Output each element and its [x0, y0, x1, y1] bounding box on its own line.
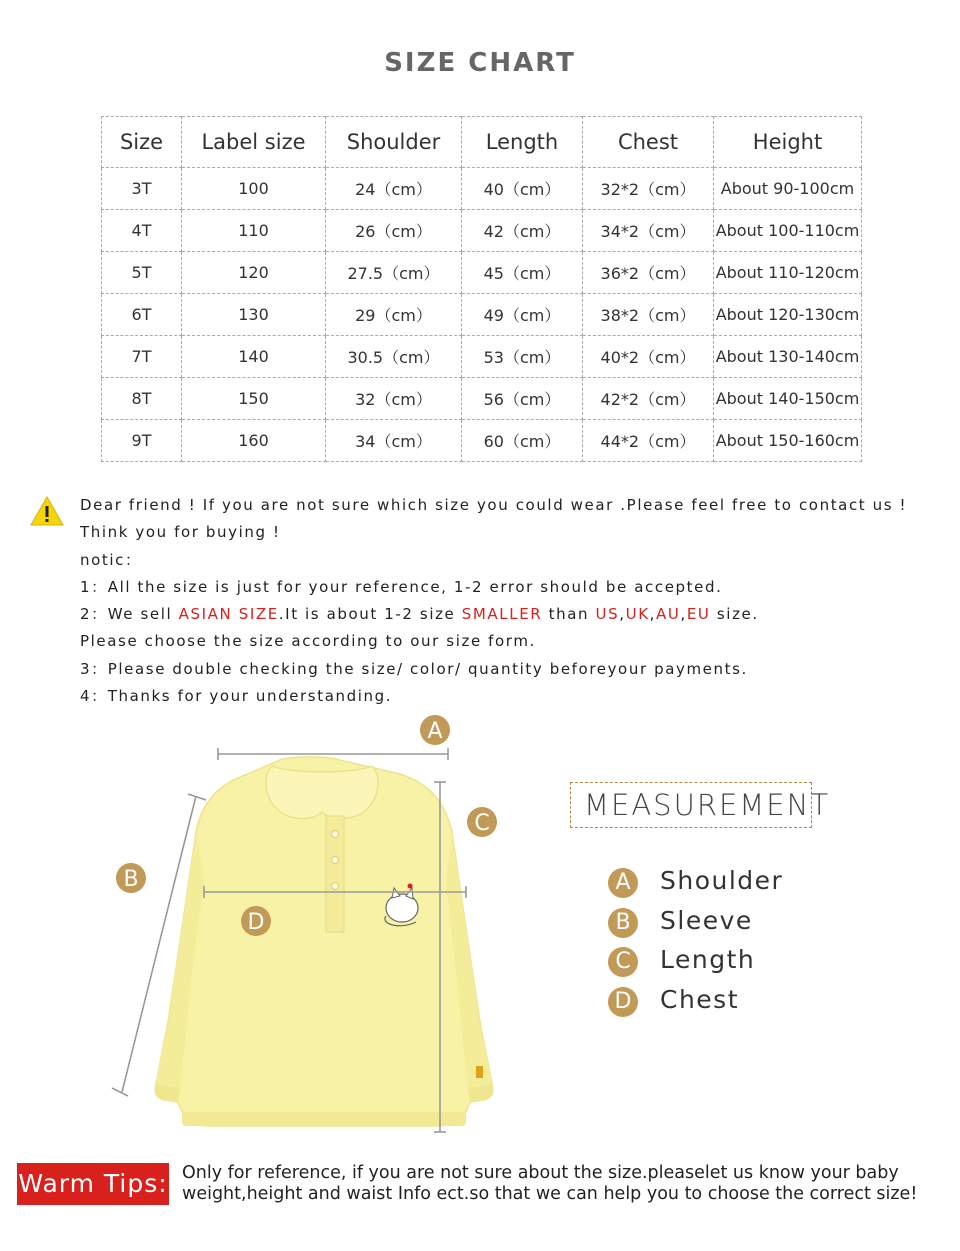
cell-size: 3T [102, 168, 182, 210]
cell-height: About 140-150cm [714, 378, 862, 420]
note-text: .It is about 1-2 size [278, 605, 462, 624]
legend-marker: D [608, 987, 638, 1017]
note-line: 1：All the size is just for your reference, 1-2 error should be accepted. [80, 577, 723, 596]
legend-marker: C [608, 947, 638, 977]
size-chart-table [101, 116, 862, 462]
note-line-asian-size [80, 601, 950, 628]
highlight-smaller: SMALLER [461, 605, 543, 624]
legend-marker: B [608, 908, 638, 938]
cell-size: 8T [102, 378, 182, 420]
warm-tips-label: Warm Tips: [17, 1163, 169, 1205]
cell-size: 7T [102, 336, 182, 378]
header-height: Height [714, 117, 862, 168]
marker-a-letter: A [427, 719, 443, 744]
note-text: , [680, 605, 687, 624]
header-size: Size [102, 117, 182, 168]
legend-marker: A [608, 868, 638, 898]
cell-shoulder: 26（cm） [326, 210, 462, 252]
cell-chest: 44*2（cm） [583, 420, 714, 462]
marker-d-letter: D [247, 910, 265, 935]
note-line: Dear friend ! If you are not sure which size you could wear .Please feel free to contact us ! [80, 496, 908, 514]
cell-height: About 150-160cm [714, 420, 862, 462]
cell-shoulder: 34（cm） [326, 420, 462, 462]
cell-label-size: 120 [182, 252, 326, 294]
cell-chest: 36*2（cm） [583, 252, 714, 294]
cell-chest: 32*2（cm） [583, 168, 714, 210]
cell-height: About 110-120cm [714, 252, 862, 294]
cell-height: About 130-140cm [714, 336, 862, 378]
cell-chest: 40*2（cm） [583, 336, 714, 378]
header-label-size: Label size [182, 117, 326, 168]
table-row [102, 168, 862, 210]
legend-label: Chest [660, 984, 740, 1014]
cell-length: 56（cm） [462, 378, 583, 420]
note-line: Please choose the size according to our size form. [80, 632, 536, 651]
cell-chest: 34*2（cm） [583, 210, 714, 252]
cell-label-size: 100 [182, 168, 326, 210]
cell-shoulder: 27.5（cm） [326, 252, 462, 294]
page-title: SIZE CHART [384, 48, 576, 78]
cell-label-size: 150 [182, 378, 326, 420]
cell-height: About 90-100cm [714, 168, 862, 210]
note-text: than [542, 605, 596, 624]
highlight-us: US [595, 605, 620, 624]
marker-a [420, 715, 450, 745]
header-shoulder: Shoulder [326, 117, 462, 168]
shirt-measurement-diagram [100, 712, 540, 1142]
cell-chest: 42*2（cm） [583, 378, 714, 420]
cell-label-size: 160 [182, 420, 326, 462]
table-row [102, 336, 862, 378]
notes-block [80, 492, 950, 710]
shirt-illustration [155, 757, 493, 1126]
legend-label: Shoulder [660, 866, 784, 895]
marker-d [241, 906, 271, 936]
note-line: 4：Thanks for your understanding. [80, 687, 393, 706]
marker-b [116, 863, 146, 893]
cell-size: 6T [102, 294, 182, 336]
cell-size: 9T [102, 420, 182, 462]
cell-length: 42（cm） [462, 210, 583, 252]
warm-tips-line: Only for reference, if you are not sure about the size.pleaselet us know your baby [182, 1163, 899, 1183]
table-row [102, 378, 862, 420]
cell-chest: 38*2（cm） [583, 294, 714, 336]
cell-length: 53（cm） [462, 336, 583, 378]
cell-label-size: 110 [182, 210, 326, 252]
cell-label-size: 140 [182, 336, 326, 378]
marker-b-letter: B [123, 867, 139, 892]
highlight-asian-size: ASIAN SIZE [178, 605, 279, 624]
note-text: size. [710, 605, 759, 624]
cell-height: About 100-110cm [714, 210, 862, 252]
cell-length: 40（cm） [462, 168, 583, 210]
note-text: 2：We sell [80, 605, 179, 624]
cell-size: 5T [102, 252, 182, 294]
warm-tips-text [182, 1163, 952, 1205]
legend-label: Length [660, 945, 756, 974]
table-row [102, 294, 862, 336]
cell-shoulder: 30.5（cm） [326, 336, 462, 378]
table-row [102, 210, 862, 252]
table-row [102, 252, 862, 294]
note-line: Think you for buying ! [80, 523, 281, 542]
warning-icon [30, 496, 64, 526]
header-length: Length [462, 117, 583, 168]
cell-height: About 120-130cm [714, 294, 862, 336]
note-line: notic： [80, 550, 142, 569]
highlight-uk: UK [625, 605, 650, 624]
note-line: 3：Please double checking the size/ color/ quantity beforeyour payments. [80, 659, 748, 678]
cell-shoulder: 32（cm） [326, 378, 462, 420]
measurement-title: MEASUREMENT [584, 788, 831, 822]
highlight-eu: EU [686, 605, 711, 624]
warm-tips-line: weight,height and waist Info ect.so that we can help you to choose the correct size! [182, 1184, 918, 1204]
table-row [102, 420, 862, 462]
cell-length: 60（cm） [462, 420, 583, 462]
marker-c [467, 807, 497, 837]
marker-c-letter: C [474, 811, 490, 836]
highlight-au: AU [656, 605, 681, 624]
note-text: , [619, 605, 626, 624]
header-chest: Chest [583, 117, 714, 168]
table-header-row [102, 117, 862, 168]
cell-shoulder: 24（cm） [326, 168, 462, 210]
legend-label: Sleeve [660, 905, 753, 935]
cell-size: 4T [102, 210, 182, 252]
cell-length: 45（cm） [462, 252, 583, 294]
note-text: , [649, 605, 657, 624]
cell-shoulder: 29（cm） [326, 294, 462, 336]
cell-label-size: 130 [182, 294, 326, 336]
cell-length: 49（cm） [462, 294, 583, 336]
